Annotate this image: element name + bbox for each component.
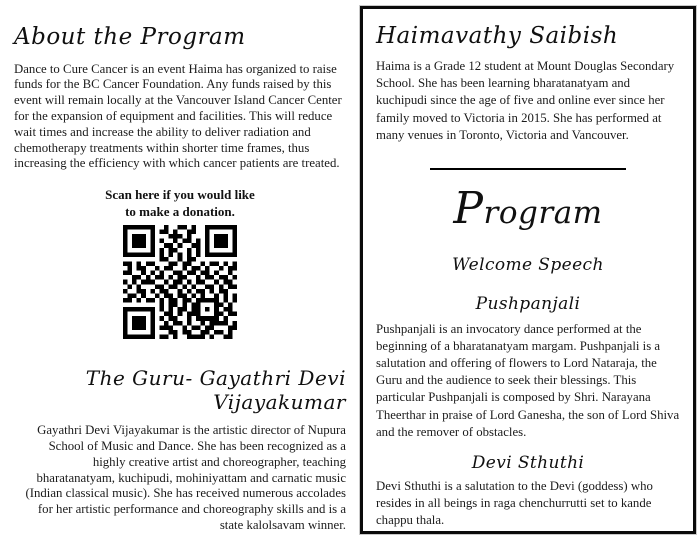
about-title: About the Program (14, 24, 246, 50)
donation-caption-line2: to make a donation. (125, 204, 235, 220)
left-page (14, 24, 346, 534)
bio-body: Haima is a Grade 12 student at Mount Douglas Secondary School. She has been learning bharatanatyam and kuchipudi since the age of five and online ever since her family moved to Victoria in 2015. She has performed at many venues in Toronto, Victoria and Vancouver. (376, 58, 675, 143)
section-divider (430, 168, 626, 170)
about-body: Dance to Cure Cancer is an event Haima has organized to raise funds for the BC Cancer Foundation. Any funds raised by this event will remain locally at the Vancouver Island Cancer Center for the expansion of equipment and facilities. This will reduce wait times and increase the ability to deliver radiation and chemotherapy treatments within shorter time frames, thus increasing the efficiency with which cancer patients are treated. (14, 61, 342, 171)
donation-caption-line1: Scan here if you would like (105, 187, 255, 203)
donation-caption (14, 186, 346, 220)
program-item-pushpanjali: Pushpanjali (475, 293, 581, 314)
program-item-devi-sthuthi: Devi Sthuthi (471, 453, 585, 474)
program-section (376, 181, 680, 530)
right-page-frame (360, 6, 696, 534)
program-title: Program (453, 182, 603, 234)
donation-section (14, 186, 346, 344)
guru-body: Gayathri Devi Vijayakumar is the artistic director of Nupura School of Music and Dance. She has been recognized as a highly creative artist and choreographer, teaching bharatanatyam, kuchipudi, mohiniyattam and carnatic music (Indian classical music). She has received numerous accolades for her artistic performance and choreography skills and is a state kalolsavam winner. (25, 423, 346, 532)
program-item-welcome-speech: Welcome Speech (452, 254, 604, 275)
devi-sthuthi-description: Devi Sthuthi is a salutation to the Devi (goddess) who resides in all beings in raga chenchurrutti set to kande chappu thala. (376, 479, 653, 528)
donation-qr-code-icon (123, 225, 237, 339)
bio-section (376, 23, 680, 145)
bio-title: Haimavathy Saibish (376, 23, 619, 49)
about-section (14, 24, 346, 172)
guru-title: The Guru- Gayathri Devi Vijayakumar (85, 366, 346, 415)
pushpanjali-description: Pushpanjali is an invocatory dance performed at the beginning of a bharatanatyam margam. Pushpanjali is a salutation and offering of flowers to Lord Nataraja, the Guru and the audience to seek their blessings. This particular Pushpanjali is composed by Shri. Narayana Theerthar in praise of Lord Ganesha, the son of Lord Shiva and the remover of obstacles. (376, 321, 680, 439)
guru-section (14, 366, 346, 534)
